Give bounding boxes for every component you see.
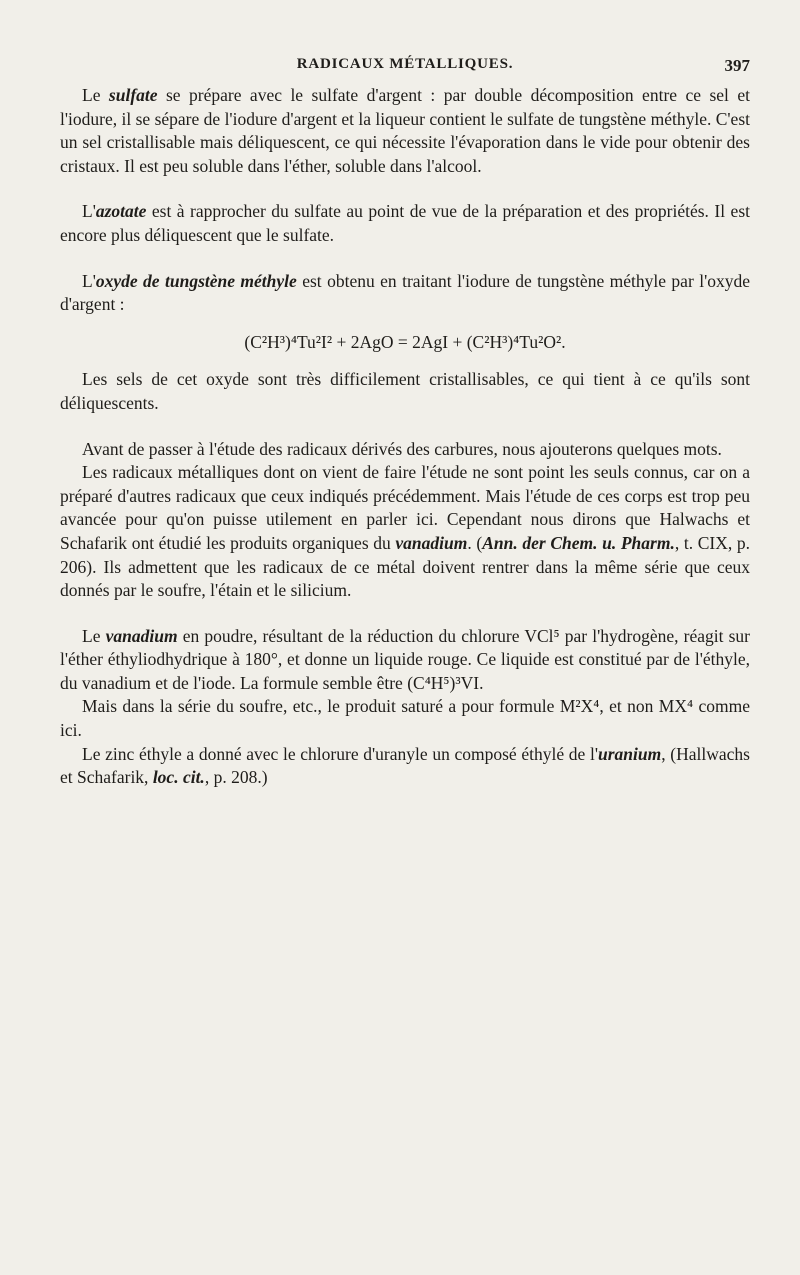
paragraph-vanadium — [60, 625, 750, 696]
text-run: , t. CIX, p. 206). Ils admettent que les radicaux de ce métal doivent rentrer dans la même série que ceux donnés par le soufre, l'étain et le silicium. — [60, 532, 751, 601]
page-number: 397 — [724, 56, 750, 75]
term-oxyde: oxyde de tungstène méthyle — [95, 270, 297, 291]
text-run: . ( — [467, 532, 483, 553]
paragraph-zinc — [60, 743, 750, 790]
paragraph-azotate — [60, 200, 750, 247]
text-run: se prépare avec le sulfate d'argent : par double décomposition entre ce sel et l'iodure, il se sépare de l'iodure d'argent et la liqueur contient le sulfate de tungstène méthyle. C'est un sel cristallisable mais déliquescent, ce qui nécessite l'évaporation dans le vide pour obtenir des cristaux. Il est peu soluble dans l'éther, soluble dans l'alcool. — [60, 85, 750, 176]
text-run: Le — [82, 625, 106, 646]
term-sulfate: sulfate — [108, 85, 158, 105]
text-run: L' — [82, 270, 96, 291]
paragraph-soufre: Mais dans la série du soufre, etc., le produit saturé a pour formule M²X⁴, et non MX⁴ comme ici. — [60, 696, 750, 741]
term-vanadium: vanadium — [105, 625, 178, 646]
running-head — [60, 56, 750, 80]
term-azotate: azotate — [95, 201, 147, 222]
term-uranium: uranium — [598, 743, 662, 764]
paragraph-sulfate — [60, 84, 750, 178]
text-run: Le — [82, 85, 109, 105]
citation-journal: Ann. der Chem. u. Pharm. — [482, 532, 675, 553]
text-run: est à rapprocher du sulfate au point de vue de la préparation et des propriétés. Il est encore plus déliquescent que le sulfate. — [60, 201, 750, 245]
paragraph-avant: Avant de passer à l'étude des radicaux dérivés des carbures, nous ajouterons quelques mots. — [82, 438, 722, 459]
text-run: , p. 208.) — [204, 767, 268, 788]
body-text — [60, 84, 750, 790]
citation-loc-cit: loc. cit. — [152, 767, 205, 788]
term-vanadium: vanadium — [395, 532, 468, 553]
text-run: Les radicaux métalliques dont on vient de faire l'étude ne sont point les seuls connus, car on a préparé d'autres radicaux que ceux indiqués précédemment. Mais l'étude de ces corps est trop peu avancée pour qu'on puisse utilement en parler ici. Cependant nous dirons que Halwachs et Schafarik ont étudié les produits organiques du — [60, 462, 750, 553]
text-run: en poudre, résultant de la réduction du chlorure VCl⁵ par l'hydrogène, réagit sur l'éther éthyliodhydrique à 180°, et donne un liquide rouge. Ce liquide est constitué par de l'éthyle, du vanadium et de l'iode. La formule semble être (C⁴H⁵)³VI. — [60, 625, 750, 693]
text-run: Le zinc éthyle a donné avec le chlorure d'uranyle un composé éthylé de l' — [82, 743, 599, 764]
paragraph-oxyde — [60, 270, 750, 317]
text-run: est obtenu en traitant l'iodure de tungstène méthyle par l'oxyde d'argent : — [60, 270, 750, 315]
chemical-formula: (C²H³)⁴Tu²I² + 2AgO = 2AgI + (C²H³)⁴Tu²O². — [244, 331, 566, 352]
text-run: , (Hallwachs et Schafarik, — [60, 743, 750, 788]
running-head-title: RADICAUX MÉTALLIQUES. — [296, 56, 514, 72]
text-run: L' — [82, 201, 96, 222]
paragraph-radicaux — [60, 461, 750, 603]
paragraph-sels: Les sels de cet oxyde sont très difficilement cristallisables, ce qui tient à ce qu'ils sont déliquescents. — [60, 369, 750, 413]
